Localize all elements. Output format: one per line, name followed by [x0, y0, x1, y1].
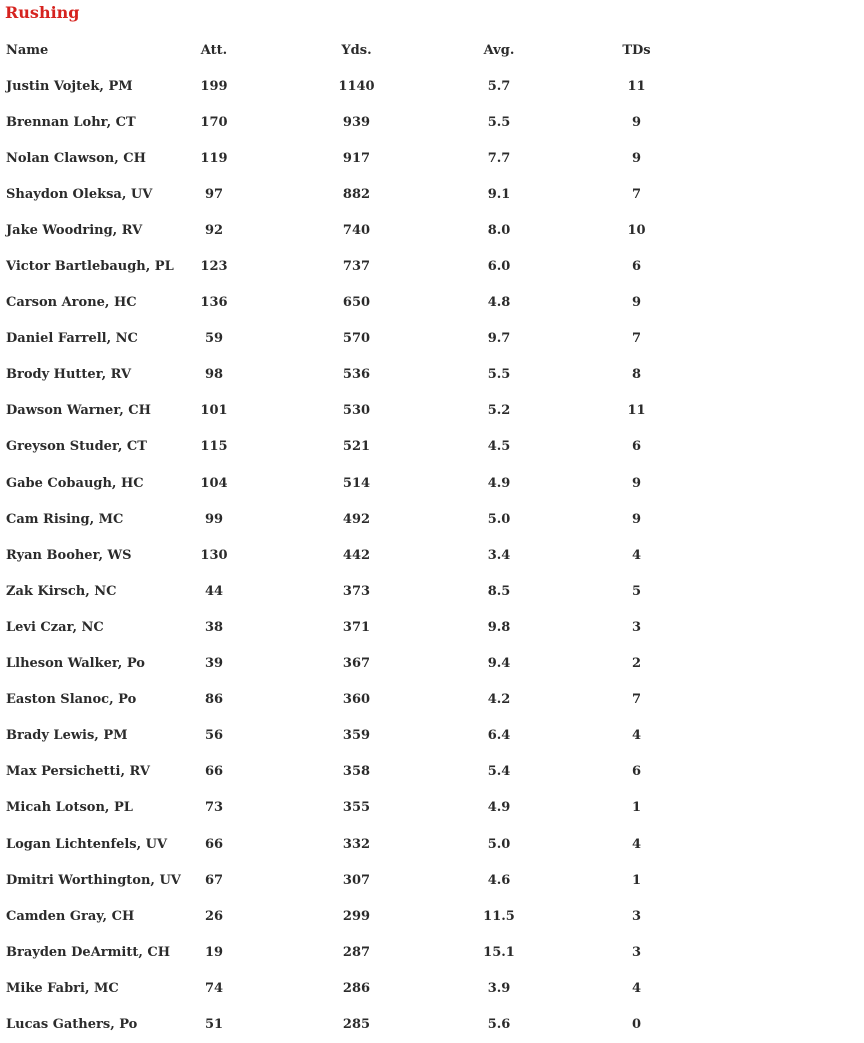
yards-cell: 360: [342, 692, 371, 708]
player-name-cell: Logan Lichtenfels, UV: [6, 836, 168, 852]
average-cell: 5.5: [487, 367, 511, 383]
column-header-avg: Avg.: [483, 42, 515, 58]
attempts-cell: 73: [204, 800, 224, 816]
table-row: [0, 862, 720, 898]
player-name-cell: Dawson Warner, CH: [6, 403, 151, 419]
player-name-cell: Micah Lotson, PL: [6, 800, 133, 816]
attempts-cell: 74: [204, 980, 224, 996]
touchdowns-cell: 9: [631, 511, 642, 527]
table-row: [0, 140, 720, 176]
table-body: [0, 68, 720, 1043]
attempts-cell: 86: [204, 692, 224, 708]
yards-cell: 307: [342, 872, 371, 888]
average-cell: 4.6: [487, 872, 511, 888]
player-name-cell: Max Persichetti, RV: [6, 764, 150, 780]
table-row: [0, 285, 720, 321]
table-row: [0, 609, 720, 645]
attempts-cell: 130: [200, 547, 228, 563]
average-cell: 3.9: [487, 980, 511, 996]
yards-cell: 917: [342, 150, 371, 166]
player-name-cell: Mike Fabri, MC: [6, 980, 119, 996]
touchdowns-cell: 1: [631, 800, 642, 816]
table-row: [0, 826, 720, 862]
table-row: [0, 646, 720, 682]
attempts-cell: 66: [204, 764, 224, 780]
attempts-cell: 123: [200, 259, 228, 275]
touchdowns-cell: 5: [631, 583, 642, 599]
player-name-cell: Brayden DeArmitt, CH: [6, 944, 171, 960]
touchdowns-cell: 7: [631, 331, 642, 347]
touchdowns-cell: 7: [631, 186, 642, 202]
average-cell: 9.8: [487, 619, 511, 635]
rushing-stats-table: [0, 32, 720, 1043]
attempts-cell: 170: [200, 114, 228, 130]
yards-cell: 650: [342, 295, 371, 311]
column-header-att: Att.: [200, 42, 228, 58]
table-row: [0, 573, 720, 609]
table-row: [0, 501, 720, 537]
touchdowns-cell: 9: [631, 150, 642, 166]
average-cell: 9.1: [487, 186, 511, 202]
attempts-cell: 38: [204, 619, 224, 635]
yards-cell: 737: [342, 259, 371, 275]
yards-cell: 882: [342, 186, 371, 202]
average-cell: 9.4: [487, 656, 511, 672]
player-name-cell: Cam Rising, MC: [6, 511, 124, 527]
touchdowns-cell: 1: [631, 872, 642, 888]
player-name-cell: Levi Czar, NC: [6, 619, 104, 635]
touchdowns-cell: 0: [631, 1016, 642, 1032]
touchdowns-cell: 3: [631, 908, 642, 924]
attempts-cell: 115: [200, 439, 228, 455]
attempts-cell: 98: [204, 367, 224, 383]
attempts-cell: 66: [204, 836, 224, 852]
average-cell: 5.5: [487, 114, 511, 130]
touchdowns-cell: 7: [631, 692, 642, 708]
player-name-cell: Gabe Cobaugh, HC: [6, 475, 144, 491]
average-cell: 5.7: [487, 78, 511, 94]
touchdowns-cell: 11: [627, 78, 646, 94]
touchdowns-cell: 4: [631, 728, 642, 744]
average-cell: 5.4: [487, 764, 511, 780]
attempts-cell: 99: [204, 511, 224, 527]
player-name-cell: Carson Arone, HC: [6, 295, 137, 311]
table-row: [0, 104, 720, 140]
touchdowns-cell: 3: [631, 944, 642, 960]
attempts-cell: 104: [200, 475, 228, 491]
yards-cell: 358: [342, 764, 371, 780]
yards-cell: 287: [342, 944, 371, 960]
table-row: [0, 68, 720, 104]
table-row: [0, 790, 720, 826]
attempts-cell: 26: [204, 908, 224, 924]
player-name-cell: Justin Vojtek, PM: [6, 78, 133, 94]
table-row: [0, 718, 720, 754]
attempts-cell: 67: [204, 872, 224, 888]
touchdowns-cell: 9: [631, 475, 642, 491]
average-cell: 5.0: [487, 511, 511, 527]
yards-cell: 285: [342, 1016, 371, 1032]
column-header-yds: Yds.: [341, 42, 372, 58]
average-cell: 4.9: [487, 800, 511, 816]
attempts-cell: 119: [200, 150, 228, 166]
table-row: [0, 934, 720, 970]
touchdowns-cell: 6: [631, 259, 642, 275]
average-cell: 3.4: [487, 547, 511, 563]
attempts-cell: 59: [204, 331, 224, 347]
table-row: [0, 429, 720, 465]
player-name-cell: Zak Kirsch, NC: [6, 583, 117, 599]
yards-cell: 570: [342, 331, 371, 347]
average-cell: 4.5: [487, 439, 511, 455]
yards-cell: 367: [342, 656, 371, 672]
table-row: [0, 248, 720, 284]
touchdowns-cell: 9: [631, 114, 642, 130]
touchdowns-cell: 4: [631, 836, 642, 852]
player-name-cell: Ryan Booher, WS: [6, 547, 132, 563]
player-name-cell: Nolan Clawson, CH: [6, 150, 146, 166]
table-row: [0, 393, 720, 429]
yards-cell: 1140: [338, 78, 375, 94]
table-row: [0, 970, 720, 1006]
average-cell: 6.0: [487, 259, 511, 275]
attempts-cell: 19: [204, 944, 224, 960]
table-row: [0, 898, 720, 934]
average-cell: 15.1: [483, 944, 515, 960]
touchdowns-cell: 8: [631, 367, 642, 383]
yards-cell: 371: [342, 619, 371, 635]
player-name-cell: Daniel Farrell, NC: [6, 331, 138, 347]
yards-cell: 492: [342, 511, 371, 527]
yards-cell: 939: [342, 114, 371, 130]
attempts-cell: 101: [200, 403, 228, 419]
attempts-cell: 44: [204, 583, 224, 599]
column-header-tds: TDs: [622, 42, 651, 58]
average-cell: 4.9: [487, 475, 511, 491]
average-cell: 4.8: [487, 295, 511, 311]
player-name-cell: Dmitri Worthington, UV: [6, 872, 181, 888]
table-row: [0, 754, 720, 790]
attempts-cell: 51: [204, 1016, 224, 1032]
attempts-cell: 199: [200, 78, 228, 94]
yards-cell: 442: [342, 547, 371, 563]
touchdowns-cell: 4: [631, 980, 642, 996]
yards-cell: 355: [342, 800, 371, 816]
attempts-cell: 136: [200, 295, 228, 311]
yards-cell: 332: [342, 836, 371, 852]
table-row: [0, 537, 720, 573]
player-name-cell: Brody Hutter, RV: [6, 367, 132, 383]
player-name-cell: Llheson Walker, Po: [6, 656, 145, 672]
average-cell: 5.2: [487, 403, 511, 419]
average-cell: 8.0: [487, 222, 511, 238]
average-cell: 7.7: [487, 150, 511, 166]
player-name-cell: Camden Gray, CH: [6, 908, 135, 924]
yards-cell: 740: [342, 222, 371, 238]
average-cell: 6.4: [487, 728, 511, 744]
section-title: Rushing: [5, 3, 80, 22]
attempts-cell: 56: [204, 728, 224, 744]
touchdowns-cell: 6: [631, 439, 642, 455]
yards-cell: 521: [342, 439, 371, 455]
average-cell: 8.5: [487, 583, 511, 599]
player-name-cell: Victor Bartlebaugh, PL: [6, 259, 174, 275]
yards-cell: 359: [342, 728, 371, 744]
player-name-cell: Easton Slanoc, Po: [6, 692, 137, 708]
touchdowns-cell: 6: [631, 764, 642, 780]
table-row: [0, 682, 720, 718]
yards-cell: 514: [342, 475, 371, 491]
yards-cell: 286: [342, 980, 371, 996]
touchdowns-cell: 4: [631, 547, 642, 563]
yards-cell: 530: [342, 403, 371, 419]
average-cell: 5.0: [487, 836, 511, 852]
player-name-cell: Jake Woodring, RV: [6, 222, 143, 238]
touchdowns-cell: 9: [631, 295, 642, 311]
player-name-cell: Brady Lewis, PM: [6, 728, 128, 744]
average-cell: 9.7: [487, 331, 511, 347]
average-cell: 5.6: [487, 1016, 511, 1032]
table-header-row: [0, 32, 720, 68]
table-row: [0, 465, 720, 501]
yards-cell: 536: [342, 367, 371, 383]
player-name-cell: Shaydon Oleksa, UV: [6, 186, 153, 202]
attempts-cell: 92: [204, 222, 224, 238]
table-row: [0, 321, 720, 357]
attempts-cell: 39: [204, 656, 224, 672]
touchdowns-cell: 3: [631, 619, 642, 635]
touchdowns-cell: 2: [631, 656, 642, 672]
average-cell: 4.2: [487, 692, 511, 708]
touchdowns-cell: 10: [627, 222, 646, 238]
attempts-cell: 97: [204, 186, 224, 202]
player-name-cell: Lucas Gathers, Po: [6, 1016, 138, 1032]
yards-cell: 299: [342, 908, 371, 924]
table-row: [0, 212, 720, 248]
table-row: [0, 357, 720, 393]
player-name-cell: Brennan Lohr, CT: [6, 114, 136, 130]
table-row: [0, 176, 720, 212]
average-cell: 11.5: [483, 908, 515, 924]
yards-cell: 373: [342, 583, 371, 599]
column-header-name: Name: [6, 42, 49, 58]
touchdowns-cell: 11: [627, 403, 646, 419]
table-row: [0, 1006, 720, 1042]
player-name-cell: Greyson Studer, CT: [6, 439, 147, 455]
